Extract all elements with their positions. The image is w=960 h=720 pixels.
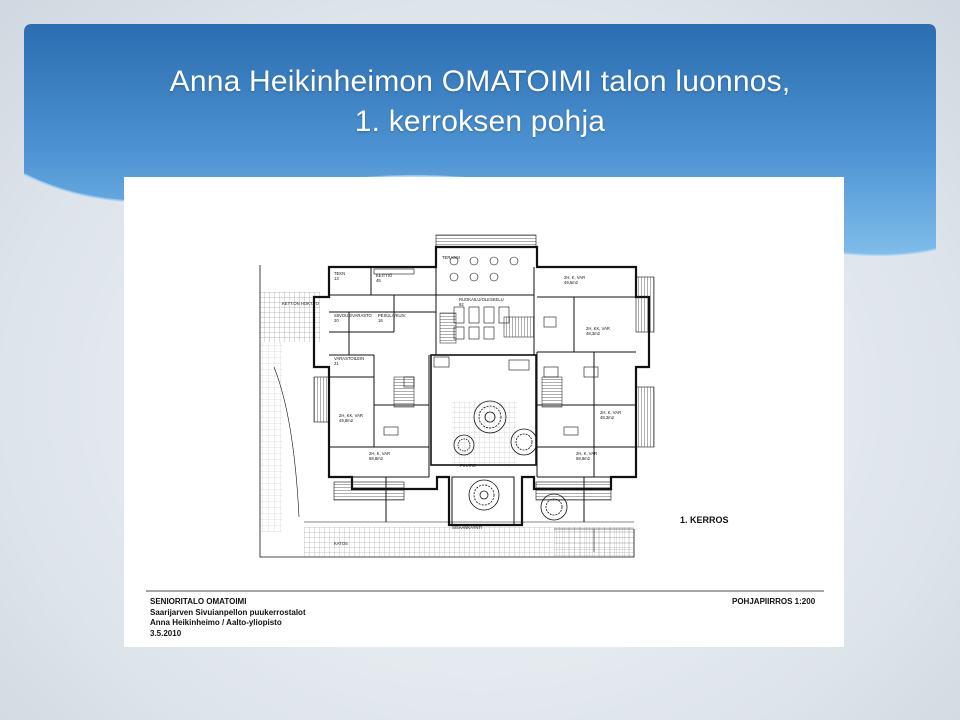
room-area-label: 58,8m2: [369, 456, 383, 461]
room-label-terassi: TERASSI: [442, 255, 460, 260]
title-block-line3: Anna Heikinheimo / Aalto-yliopisto: [150, 618, 282, 627]
paving-grid-left: [260, 292, 320, 342]
room-area-label: 21: [334, 361, 339, 366]
room-label-apt-5: 2H, K, VAR: [369, 451, 391, 456]
title-line-1: Anna Heikinheimon OMATOIMI talon luonnos,: [169, 65, 791, 98]
room-label-varasto: VARASTOILEIN: [334, 356, 365, 361]
title-block-date: 3.5.2010: [150, 628, 182, 638]
room-label-apt-3: 2H, KK, VAR: [339, 413, 363, 418]
room-area-label: 45: [376, 278, 381, 283]
room-label-keittio: KEITTIÖ: [376, 273, 393, 278]
floor-plan-drawing: [124, 177, 844, 647]
room-area-label: 13: [334, 276, 339, 281]
room-area-label: 48,3m2: [586, 331, 600, 336]
room-label-pihatie: PIHATIE: [460, 463, 476, 468]
room-label-apt-1: 2H, K, VAR: [564, 275, 586, 280]
room-label-siivous: SIIVOUS/VARASTO: [334, 313, 372, 318]
room-label-tekn: TEKN: [334, 271, 346, 276]
room-label-sisaankaynti: SISAANKAYNTI: [452, 525, 483, 530]
interior-walls: [329, 247, 636, 522]
room-area-label: 92: [459, 302, 464, 307]
title-line-2: 1. kerroksen pohja: [354, 105, 606, 138]
room-area-label: 49,8m2: [339, 418, 353, 423]
room-area-label: 49,5m2: [564, 280, 578, 285]
room-label-apt-6: 2H, K, VAR: [576, 451, 598, 456]
room-label-ruokailu: RUOKAILU/OLESKELU: [459, 297, 504, 302]
room-label-katos: KATOS: [334, 541, 348, 546]
title-block-project: SENIORITALO OMATOIMI: [150, 597, 247, 606]
paving-grid-strip: [260, 342, 282, 532]
title-block-line2: Saarijarven Sivuianpellon puukerrostalot: [150, 607, 306, 617]
floor-label: 1. KERROS: [680, 515, 729, 525]
room-area-label: 58,8m2: [576, 456, 590, 461]
room-area-label: 20: [334, 318, 339, 323]
room-area-label: 16: [378, 318, 383, 323]
slide-title: [24, 62, 936, 142]
room-label-kett: KETT.ON HOKT.TO: [282, 301, 319, 306]
floor-plan-image: [124, 177, 844, 647]
room-label-pesula: PESULA/KUIV.: [378, 313, 407, 318]
room-label-apt-4: 2H, K, VAR: [600, 410, 622, 415]
scale-label: POHJAPIIRROS 1:200: [732, 597, 816, 606]
room-area-label: 48,3m2: [600, 415, 614, 420]
room-label-apt-2: 2H, KK, VAR: [586, 326, 610, 331]
